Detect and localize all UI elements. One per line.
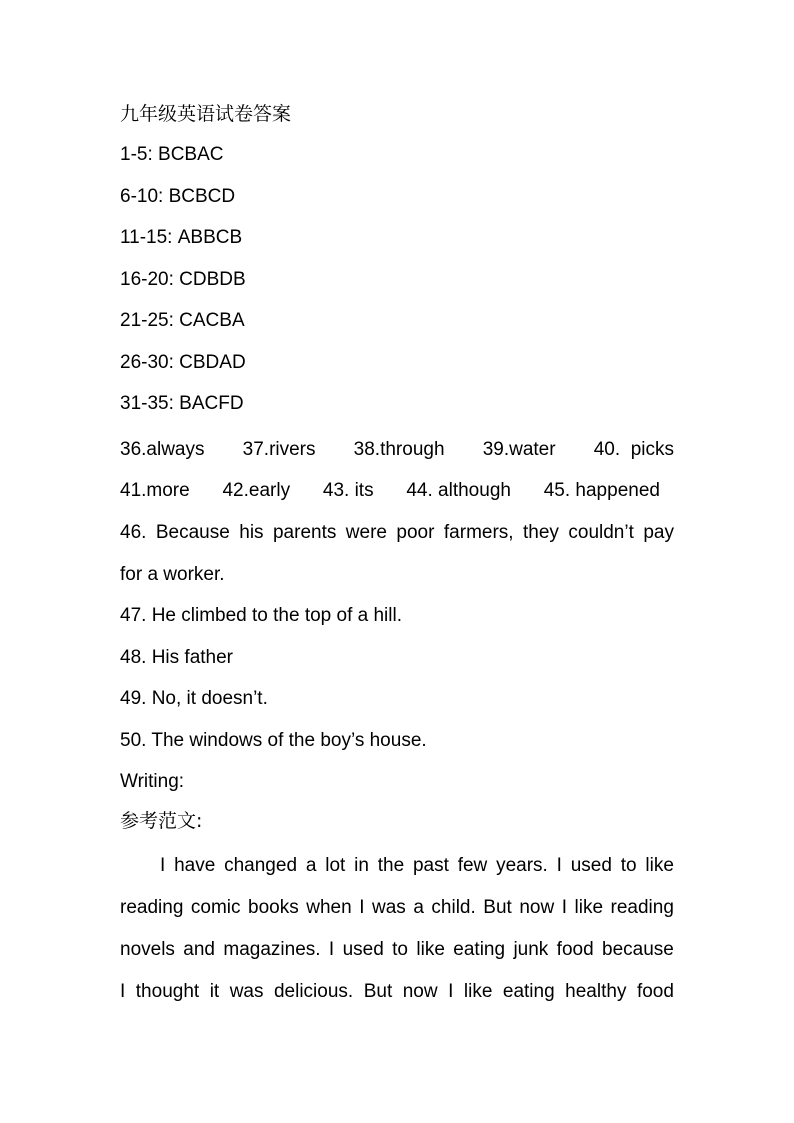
essay-line xyxy=(120,896,674,938)
fill-answer: 43. its xyxy=(322,480,374,501)
essay-word: to xyxy=(620,855,637,876)
answer-48: 48. His father xyxy=(120,647,233,668)
essay-word: have xyxy=(174,855,216,876)
answer-range: 31-35: xyxy=(120,393,174,414)
word: were xyxy=(345,522,387,543)
essay-word: magazines. xyxy=(223,939,321,960)
essay-word: reading xyxy=(610,897,674,918)
word: parents xyxy=(272,522,337,543)
answer-range: 11-15: xyxy=(120,227,173,248)
answer-49: 49. No, it doesn’t. xyxy=(120,688,268,709)
page-title: 九年级英语试卷答案 xyxy=(120,103,292,125)
essay-word: books xyxy=(248,897,299,918)
answer-range: 16-20: xyxy=(120,269,174,290)
essay-word: when xyxy=(306,897,352,918)
essay-word: now xyxy=(519,897,555,918)
word: pay xyxy=(643,522,674,543)
essay-line xyxy=(120,938,674,980)
fill-answer: 45. happened xyxy=(543,480,660,501)
word: his xyxy=(239,522,264,543)
essay-word: reading xyxy=(120,897,184,918)
essay-word: healthy xyxy=(565,981,627,1002)
essay-word: few xyxy=(457,855,488,876)
essay-word: and xyxy=(183,939,215,960)
answer-row xyxy=(120,268,674,292)
essay-word: I xyxy=(328,939,335,960)
essay-word: was xyxy=(229,981,264,1002)
fill-answers-row-1 xyxy=(120,438,674,462)
word: farmers, xyxy=(443,522,514,543)
essay-word: lot xyxy=(325,855,346,876)
fill-answer: 37.rivers xyxy=(242,439,316,460)
essay-word: I xyxy=(448,981,454,1002)
essay-word: I xyxy=(556,855,562,876)
essay-word: because xyxy=(602,939,674,960)
answer-key: CDBDB xyxy=(179,269,246,290)
essay-word: I xyxy=(120,981,126,1002)
essay-word: child. xyxy=(431,897,476,918)
essay-word: used xyxy=(570,855,612,876)
word: Because xyxy=(155,522,230,543)
essay-word: now xyxy=(402,981,438,1002)
answer-46-line-1 xyxy=(120,521,674,545)
essay-word: it xyxy=(209,981,220,1002)
answer-row xyxy=(120,309,674,333)
essay-word: was xyxy=(372,897,406,918)
word: poor xyxy=(396,522,435,543)
fill-answer: 42.early xyxy=(222,480,291,501)
essay-word: to xyxy=(392,939,409,960)
answer-key: CACBA xyxy=(179,310,245,331)
essay-line xyxy=(120,980,674,1022)
essay-word: past xyxy=(412,855,449,876)
sample-essay-heading: 参考范文: xyxy=(120,810,203,832)
fill-answer: 40. picks xyxy=(593,439,674,460)
essay-word: comic xyxy=(190,897,241,918)
sample-essay xyxy=(120,854,674,1022)
essay-word: But xyxy=(483,897,512,918)
essay-word: a xyxy=(413,897,424,918)
answer-range: 6-10: xyxy=(120,186,164,207)
essay-word: thought xyxy=(135,981,200,1002)
writing-heading: Writing: xyxy=(120,771,185,792)
essay-word: the xyxy=(377,855,405,876)
fill-answer: 36.always xyxy=(120,439,205,460)
answer-range: 26-30: xyxy=(120,352,174,373)
essay-word: eating xyxy=(453,939,506,960)
essay-word: changed xyxy=(224,855,298,876)
essay-word: used xyxy=(342,939,384,960)
essay-word: delicious. xyxy=(273,981,354,1002)
essay-word: eating xyxy=(502,981,555,1002)
answer-50: 50. The windows of the boy’s house. xyxy=(120,730,427,751)
essay-word: junk xyxy=(513,939,549,960)
word: they xyxy=(523,522,559,543)
answer-row xyxy=(120,185,674,209)
fill-answer: 41.more xyxy=(120,480,190,501)
fill-answer: 44. although xyxy=(406,480,511,501)
answer-key: BACFD xyxy=(179,393,244,414)
essay-word: I xyxy=(359,897,365,918)
answer-key: BCBCD xyxy=(168,186,236,207)
essay-word: like xyxy=(463,981,493,1002)
answer-key: ABBCB xyxy=(177,227,243,248)
answer-47: 47. He climbed to the top of a hill. xyxy=(120,605,402,626)
essay-word: like xyxy=(645,855,674,876)
fill-answer: 39.water xyxy=(482,439,556,460)
word: 46. xyxy=(120,522,147,543)
essay-line xyxy=(120,854,674,896)
essay-word: I xyxy=(561,897,567,918)
fill-answers-row-2 xyxy=(120,479,660,503)
answer-46-line-2: for a worker. xyxy=(120,564,225,585)
essay-word: But xyxy=(363,981,393,1002)
essay-word: like xyxy=(416,939,445,960)
essay-word: in xyxy=(354,855,369,876)
essay-word: food xyxy=(556,939,594,960)
essay-word: novels xyxy=(120,939,175,960)
answer-range: 21-25: xyxy=(120,310,174,331)
answer-row xyxy=(120,143,674,167)
essay-word: years. xyxy=(496,855,548,876)
answer-key: CBDAD xyxy=(179,352,246,373)
answer-row xyxy=(120,351,674,375)
fill-answer: 38.through xyxy=(353,439,445,460)
essay-word: I xyxy=(160,855,166,876)
essay-word: like xyxy=(574,897,604,918)
answer-row xyxy=(120,226,674,250)
answer-row xyxy=(120,392,674,416)
word: couldn’t xyxy=(568,522,634,543)
essay-word: food xyxy=(636,981,674,1002)
essay-word: a xyxy=(305,855,317,876)
answer-range: 1-5: xyxy=(120,144,153,165)
answer-key: BCBAC xyxy=(158,144,224,165)
